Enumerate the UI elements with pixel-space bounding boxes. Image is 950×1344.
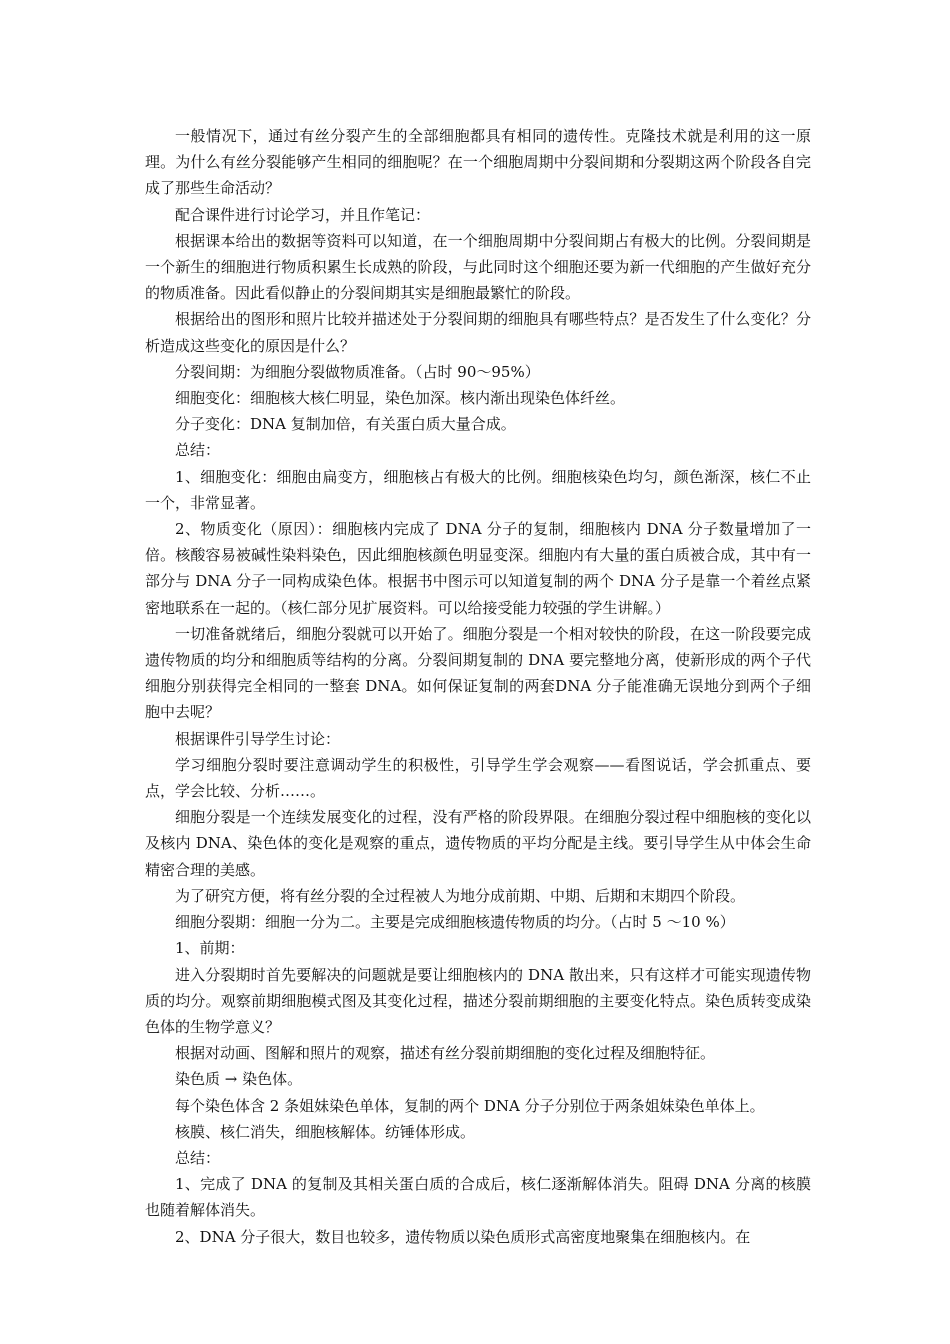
paragraph: 1、细胞变化：细胞由扁变方，细胞核占有极大的比例。细胞核染色均匀，颜色渐深，核仁不止一个，非常显著。 <box>145 467 811 512</box>
paragraph: 配合课件进行讨论学习，并且作笔记： <box>175 205 431 224</box>
paragraph: 细胞分裂是一个连续发展变化的过程，没有严格的阶段界限。在细胞分裂过程中细胞核的变化以及核内 DNA、染色体的变化是观察的重点，遗传物质的平均分配是主线。要引导学生从中体会生命精密合理的美感。 <box>145 808 811 879</box>
paragraph: 2、物质变化（原因）：细胞核内完成了 DNA 分子的复制，细胞核内 DNA 分子数量增加了一倍。核酸容易被碱性染料染色，因此细胞核颜色明显变深。细胞内有大量的蛋白质被合成，其中有一部分与 DNA 分子一同构成染色体。根据书中图示可以知道复制的两个 DNA 分子是靠一个着丝点紧密地联系在一起的。（核仁部分见扩展资料。可以给接受能力较强的学生讲解。） <box>145 520 811 617</box>
paragraph: 2、DNA 分子很大，数目也较多，遗传物质以染色质形式高密度地聚集在细胞核内。在 <box>175 1227 751 1246</box>
paragraph: 学习细胞分裂时要注意调动学生的积极性，引导学生学会观察——看图说话，学会抓重点、要点，学会比较、分析……。 <box>145 755 811 801</box>
paragraph: 染色质 → 染色体。 <box>175 1070 303 1089</box>
paragraph: 1、完成了 DNA 的复制及其相关蛋白质的合成后，核仁逐渐解体消失。阻碍 DNA 分离的核膜也随着解体消失。 <box>145 1175 811 1220</box>
paragraph: 分子变化：DNA 复制加倍，有关蛋白质大量合成。 <box>175 415 516 434</box>
paragraph: 为了研究方便，将有丝分裂的全过程被人为地分成前期、中期、后期和末期四个阶段。 <box>175 886 746 905</box>
document-body <box>145 123 811 1250</box>
paragraph: 一切准备就绪后，细胞分裂就可以开始了。细胞分裂是一个相对较快的阶段，在这一阶段要完成遗传物质的均分和细胞质等结构的分离。分裂间期复制的 DNA 要完整地分离，使新形成的两个子代细胞分别获得完全相同的一整套 DNA。如何保证复制的两套DNA 分子能准确无误地分到两个子细胞中去呢？ <box>145 624 811 722</box>
paragraph: 细胞变化：细胞核大核仁明显，染色加深。核内渐出现染色体纤丝。 <box>175 389 626 408</box>
paragraph: 根据课本给出的数据等资料可以知道，在一个细胞周期中分裂间期占有极大的比例。分裂间期是一个新生的细胞进行物质积累生长成熟的阶段，与此同时这个细胞还要为新一代细胞的产生做好充分的物质准备。因此看似静止的分裂间期其实是细胞最繁忙的阶段。 <box>145 231 811 303</box>
paragraph: 分裂间期：为细胞分裂做物质准备。（占时 90～95%） <box>175 362 540 381</box>
paragraph: 根据给出的图形和照片比较并描述处于分裂间期的细胞具有哪些特点？是否发生了什么变化？分析造成这些变化的原因是什么？ <box>145 310 811 355</box>
paragraph: 核膜、核仁消失，细胞核解体。纺锤体形成。 <box>175 1122 476 1141</box>
paragraph: 一般情况下，通过有丝分裂产生的全部细胞都具有相同的遗传性。克隆技术就是利用的这一原理。为什么有丝分裂能够产生相同的细胞呢？在一个细胞周期中分裂间期和分裂期这两个阶段各自完成了那些生命活动？ <box>145 127 811 198</box>
paragraph: 每个染色体含 2 条姐妹染色单体，复制的两个 DNA 分子分别位于两条姐妹染色单体上。 <box>175 1096 765 1115</box>
paragraph: 总结： <box>175 1148 221 1167</box>
paragraph: 进入分裂期时首先要解决的问题就是要让细胞核内的 DNA 散出来，只有这样才可能实现遗传物质的均分。观察前期细胞模式图及其变化过程，描述分裂前期细胞的主要变化特点。染色质转变成染色体的生物学意义？ <box>145 965 811 1036</box>
paragraph: 总结： <box>175 441 221 460</box>
paragraph: 根据课件引导学生讨论： <box>175 729 341 748</box>
paragraph: 1、前期： <box>175 939 245 958</box>
paragraph: 根据对动画、图解和照片的观察，描述有丝分裂前期细胞的变化过程及细胞特征。 <box>175 1044 716 1063</box>
paragraph: 细胞分裂期：细胞一分为二。主要是完成细胞核遗传物质的均分。（占时 5 ～10 %） <box>175 913 735 932</box>
